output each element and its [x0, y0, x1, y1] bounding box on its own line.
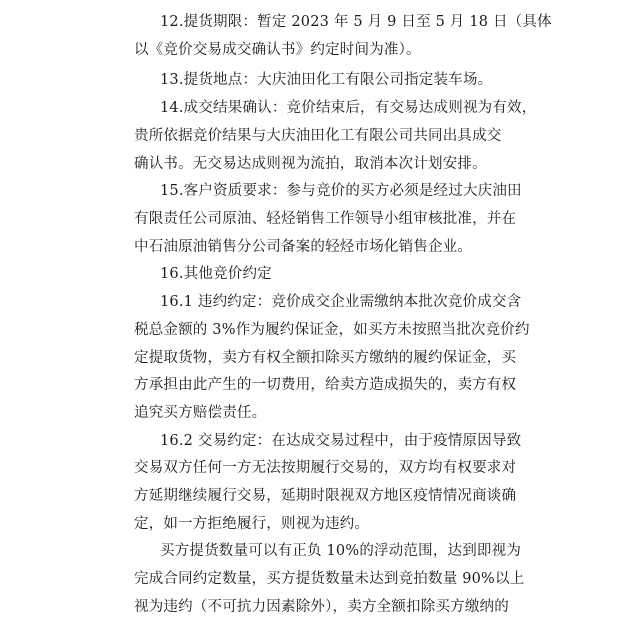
text-line-result-confirmation-cont-1: 贵所依据竞价结果与大庆油田化工有限公司共同出具成交 — [134, 128, 502, 144]
text-line-breach-agreement: 16.1 违约约定：竞价成交企业需缴纳本批次竞价成交含 — [160, 294, 522, 310]
text-line-customer-qualification-cont-2: 中石油原油销售分公司备案的轻烃市场化销售企业。 — [134, 239, 473, 255]
text-line-trade-agreement: 16.2 交易约定：在达成交易过程中，由于疫情原因导致 — [160, 433, 522, 449]
text-line-result-confirmation-cont-2: 确认书。无交易达成则视为流拍，取消本次计划安排。 — [134, 156, 487, 172]
text-line-quantity-range: 买方提货数量可以有正负 10%的浮动范围，达到即视为 — [160, 543, 522, 559]
text-line-trade-agreement-cont-1: 交易双方任何一方无法按期履行交易的，双方均有权要求对 — [134, 460, 517, 476]
text-line-trade-agreement-cont-2: 方延期继续履行交易，延期时限视双方地区疫情情况商谈确 — [134, 488, 517, 504]
text-line-customer-qualification: 15.客户资质要求：参与竞价的买方必须是经过大庆油田 — [160, 183, 522, 199]
text-line-quantity-range-cont-1: 完成合同约定数量，买方提货数量未达到竞拍数量 90%以上 — [134, 571, 525, 587]
text-line-delivery-period: 12.提货期限：暂定 2023 年 5 月 9 日至 5 月 18 日（具体 — [160, 14, 552, 30]
text-line-trade-agreement-cont-3: 定，如一方拒绝履行，则视为违约。 — [134, 516, 370, 532]
text-line-quantity-range-cont-2: 视为违约（不可抗力因素除外），卖方全额扣除买方缴纳的 — [134, 599, 509, 615]
text-line-customer-qualification-cont-1: 有限责任公司原油、轻烃销售工作领导小组审核批准，并在 — [134, 211, 517, 227]
text-line-delivery-period-cont: 以《竞价交易成交确认书》约定时间为准）。 — [134, 42, 421, 58]
text-line-delivery-location: 13.提货地点：大庆油田化工有限公司指定装车场。 — [160, 72, 493, 88]
text-line-breach-agreement-cont-2: 定提取货物，卖方有权全额扣除买方缴纳的履约保证金，买 — [134, 350, 517, 366]
text-line-breach-agreement-cont-1: 税总金额的 3%作为履约保证金，如买方未按照当批次竞价约 — [134, 322, 530, 338]
section-heading-other-agreements: 16.其他竞价约定 — [160, 266, 272, 282]
text-line-breach-agreement-cont-3: 方承担由此产生的一切费用，给卖方造成损失的，卖方有权 — [134, 377, 517, 393]
text-line-result-confirmation: 14.成交结果确认：竞价结束后，有交易达成则视为有效， — [160, 100, 537, 116]
text-line-breach-agreement-cont-4: 追究买方赔偿责任。 — [134, 405, 267, 421]
